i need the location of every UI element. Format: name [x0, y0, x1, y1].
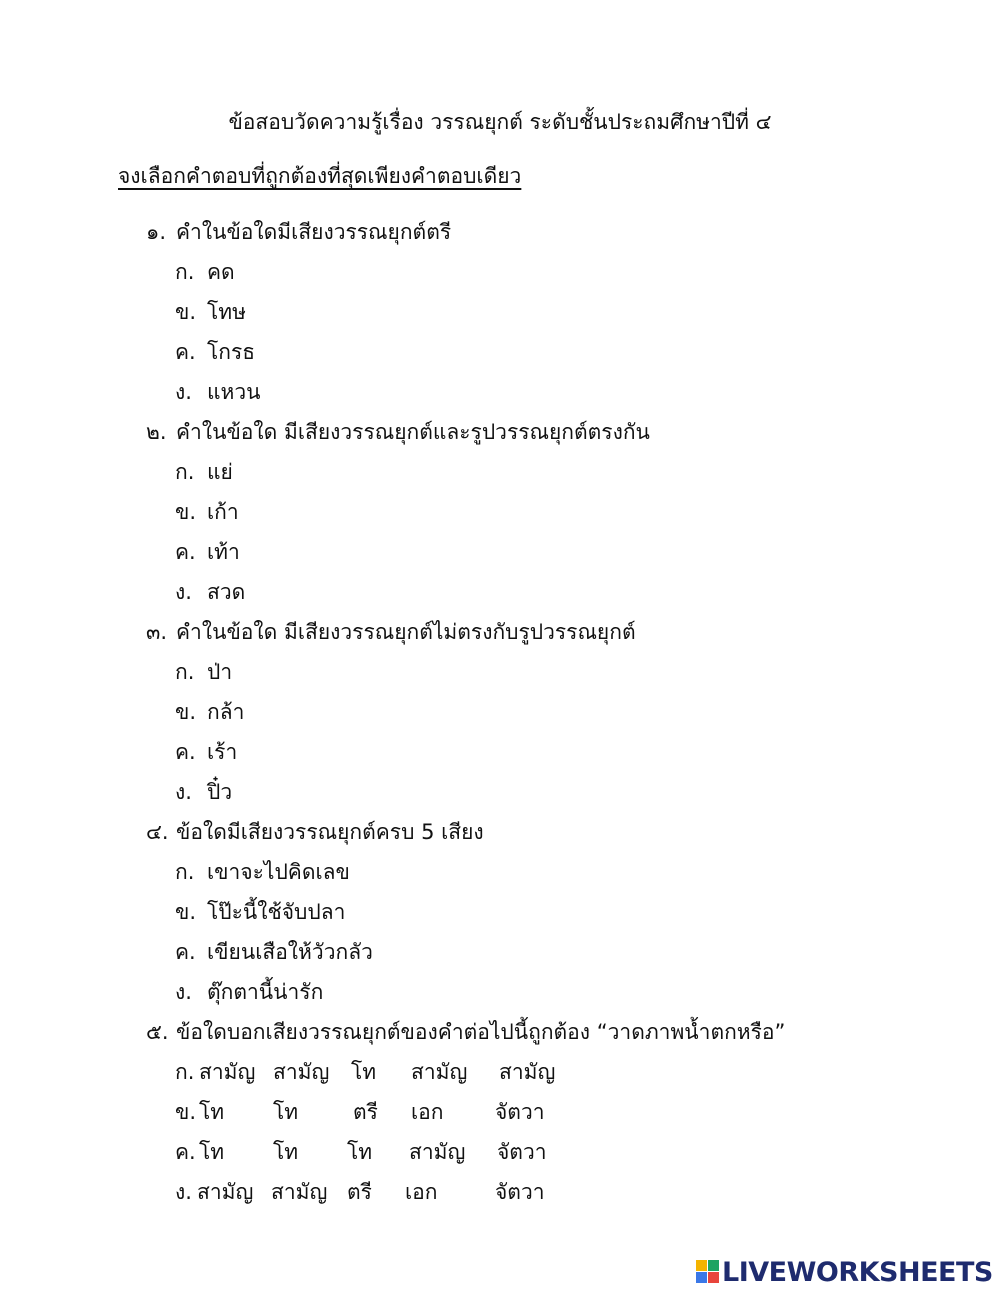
instruction: จงเลือกคำตอบที่ถูกต้องที่สุดเพียงคำตอบเดียว	[118, 164, 522, 188]
option-label: ค.	[175, 1140, 196, 1164]
tone-cell: โท	[273, 1140, 299, 1164]
tone-cell: ตรี	[353, 1100, 378, 1124]
q5-option-b[interactable]	[175, 1096, 595, 1126]
q5-option-a[interactable]	[175, 1056, 595, 1086]
tone-cell: สามัญ	[499, 1060, 556, 1084]
tone-cell: สามัญ	[199, 1060, 256, 1084]
q1-option-a[interactable]: ก. คด	[175, 260, 235, 284]
tone-cell: โท	[199, 1100, 225, 1124]
option-label: ข.	[175, 1100, 197, 1124]
question-2: ๒. คำในข้อใด มีเสียงวรรณยุกต์และรูปวรรณยุกต์ตรงกัน	[146, 420, 650, 444]
question-1: ๑. คำในข้อใดมีเสียงวรรณยุกต์ตรี	[146, 220, 452, 244]
question-5: ๕. ข้อใดบอกเสียงวรรณยุกต์ของคำต่อไปนี้ถูกต้อง “วาดภาพน้ำตกหรือ”	[146, 1020, 786, 1044]
q2-option-b[interactable]: ข. เก้า	[175, 500, 239, 524]
question-4: ๔. ข้อใดมีเสียงวรรณยุกต์ครบ 5 เสียง	[146, 820, 484, 844]
question-3: ๓. คำในข้อใด มีเสียงวรรณยุกต์ไม่ตรงกับรูปวรรณยุกต์	[146, 620, 636, 644]
tone-cell: สามัญ	[197, 1180, 254, 1204]
q4-option-b[interactable]: ข. โป๊ะนี้ใช้จับปลา	[175, 900, 346, 924]
q1-option-b[interactable]: ข. โทษ	[175, 300, 246, 324]
tone-cell: จัตวา	[495, 1180, 545, 1204]
q3-option-a[interactable]: ก. ป่า	[175, 660, 233, 684]
page-title: ข้อสอบวัดความรู้เรื่อง วรรณยุกต์ ระดับชั้นประถมศึกษาปีที่ ๔	[228, 110, 772, 134]
q3-option-d[interactable]: ง. ปิ๋ว	[175, 780, 233, 804]
liveworksheets-logo	[696, 1256, 993, 1288]
q5-option-c[interactable]	[175, 1136, 595, 1166]
q3-option-c[interactable]: ค. เร้า	[175, 740, 238, 764]
q3-option-b[interactable]: ข. กล้า	[175, 700, 245, 724]
q2-option-c[interactable]: ค. เท้า	[175, 540, 240, 564]
tone-cell: เอก	[405, 1180, 438, 1204]
q2-option-d[interactable]: ง. สวด	[175, 580, 246, 604]
tone-cell: ตรี	[347, 1180, 372, 1204]
q2-option-a[interactable]: ก. แย่	[175, 460, 233, 484]
tone-cell: เอก	[411, 1100, 444, 1124]
q4-option-d[interactable]: ง. ตุ๊กตานี้น่ารัก	[175, 980, 324, 1004]
option-label: ง.	[175, 1180, 192, 1204]
tone-cell: โท	[351, 1060, 377, 1084]
tone-cell: สามัญ	[273, 1060, 330, 1084]
logo-text: LIVEWORKSHEETS	[722, 1256, 993, 1288]
tone-cell: จัตวา	[495, 1100, 545, 1124]
q4-option-c[interactable]: ค. เขียนเสือให้วัวกลัว	[175, 940, 373, 964]
tone-cell: จัตวา	[497, 1140, 547, 1164]
liveworksheets-logo-icon	[696, 1260, 720, 1284]
q5-option-d[interactable]	[175, 1176, 595, 1206]
q1-option-c[interactable]: ค. โกรธ	[175, 340, 256, 364]
q1-option-d[interactable]: ง. แหวน	[175, 380, 261, 404]
tone-cell: สามัญ	[411, 1060, 468, 1084]
tone-cell: โท	[347, 1140, 373, 1164]
tone-cell: สามัญ	[271, 1180, 328, 1204]
tone-cell: โท	[273, 1100, 299, 1124]
option-label: ก.	[175, 1060, 195, 1084]
tone-cell: โท	[199, 1140, 225, 1164]
tone-cell: สามัญ	[409, 1140, 466, 1164]
q4-option-a[interactable]: ก. เขาจะไปคิดเลข	[175, 860, 350, 884]
